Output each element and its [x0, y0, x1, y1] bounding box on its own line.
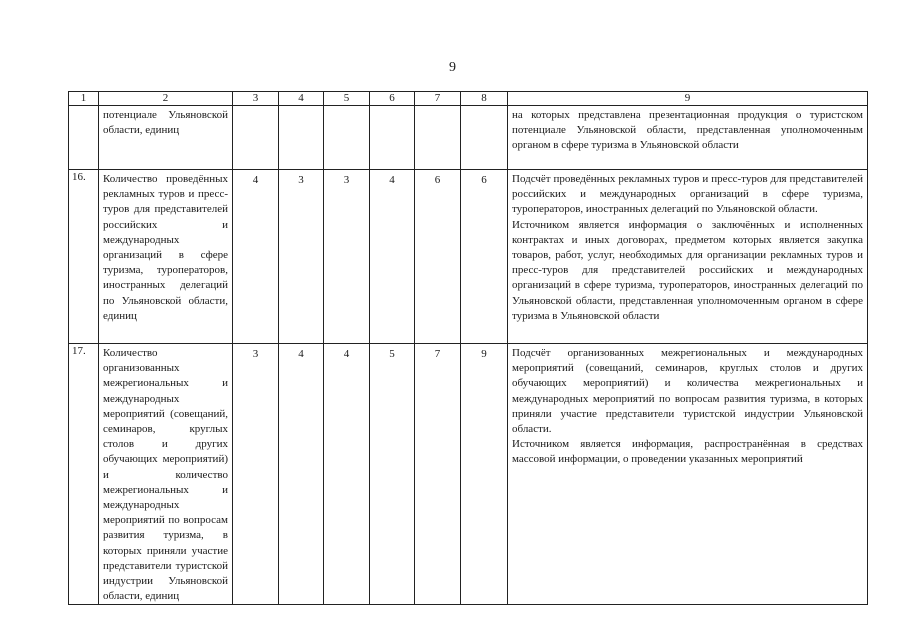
column-number: 6 [370, 92, 415, 106]
column-number: 7 [415, 92, 461, 106]
value-cell [233, 106, 279, 170]
value-cell: 4 [279, 344, 324, 605]
method-paragraph: Источником является информация, распространённая в средствах массовой информации, о проведении указанных мероприятий [512, 438, 863, 466]
value-cell [324, 106, 370, 170]
indicator-name: Количество проведённых рекламных туров и пресс-туров для представителей российских и международных организаций в сфере туризма, туроператоров, иностранных делегаций по Ульяновской области, единиц [99, 170, 233, 344]
method-paragraph: Источником является информация о заключённых и исполненных контрактах и иных договорах, предметом которых является закупка товаров, работ, услуг, необходимых для организации рекламных туров и пресс-туров для представителей российских и международных организаций в сфере туризма, туроператоров, иностранных делегаций по Ульяновской области, представленная уполномоченным органом в сфере туризма в Ульяновской области [512, 218, 863, 322]
value-cell: 4 [370, 170, 415, 344]
column-number: 8 [461, 92, 508, 106]
value-cell: 6 [415, 170, 461, 344]
indicator-name: Количество организованных межрегиональных и международных мероприятий (совещаний, семинаров, круглых столов и других обучающих мероприятий) и количество межрегиональных и международных мероприятий по вопросам развития туризма, в которых приняли участие представители туристской индустрии Ульяновской области, единиц [99, 344, 233, 605]
table-header-row [69, 92, 868, 106]
value-cell [279, 106, 324, 170]
value-cell [370, 106, 415, 170]
table-row [69, 344, 868, 605]
column-number: 4 [279, 92, 324, 106]
value-cell: 4 [324, 344, 370, 605]
column-number: 9 [508, 92, 868, 106]
value-cell: 3 [324, 170, 370, 344]
value-cell [461, 106, 508, 170]
value-cell: 7 [415, 344, 461, 605]
column-number: 5 [324, 92, 370, 106]
method-paragraph: Подсчёт проведённых рекламных туров и пресс-туров для представителей российских и международных организаций в сфере туризма, туроператоров, иностранных делегаций по Ульяновской области. [512, 173, 863, 216]
value-cell [415, 106, 461, 170]
page-number: 9 [449, 60, 456, 75]
indicators-table [68, 91, 868, 605]
method-description [508, 106, 868, 170]
value-cell: 3 [233, 344, 279, 605]
value-cell: 4 [233, 170, 279, 344]
row-index: 16. [69, 170, 99, 344]
indicator-name: потенциале Ульяновской области, единиц [99, 106, 233, 170]
method-description [508, 344, 868, 605]
method-paragraph: Подсчёт организованных межрегиональных и международных мероприятий (совещаний, семинаров, круглых столов и других обучающих мероприятий) и количества межрегиональных и международных мероприятий по вопросам развития туризма, в которых приняли участие представители туристской индустрии Ульяновской области. [512, 347, 863, 436]
row-index [69, 106, 99, 170]
column-number: 2 [99, 92, 233, 106]
column-number: 3 [233, 92, 279, 106]
value-cell: 5 [370, 344, 415, 605]
column-number: 1 [69, 92, 99, 106]
value-cell: 6 [461, 170, 508, 344]
table-row [69, 170, 868, 344]
method-paragraph: на которых представлена презентационная продукция о туристском потенциале Ульяновской области, представленная уполномоченным органом в сфере туризма в Ульяновской области [512, 109, 863, 152]
row-index: 17. [69, 344, 99, 605]
method-description [508, 170, 868, 344]
value-cell: 3 [279, 170, 324, 344]
value-cell: 9 [461, 344, 508, 605]
table-row [69, 106, 868, 170]
